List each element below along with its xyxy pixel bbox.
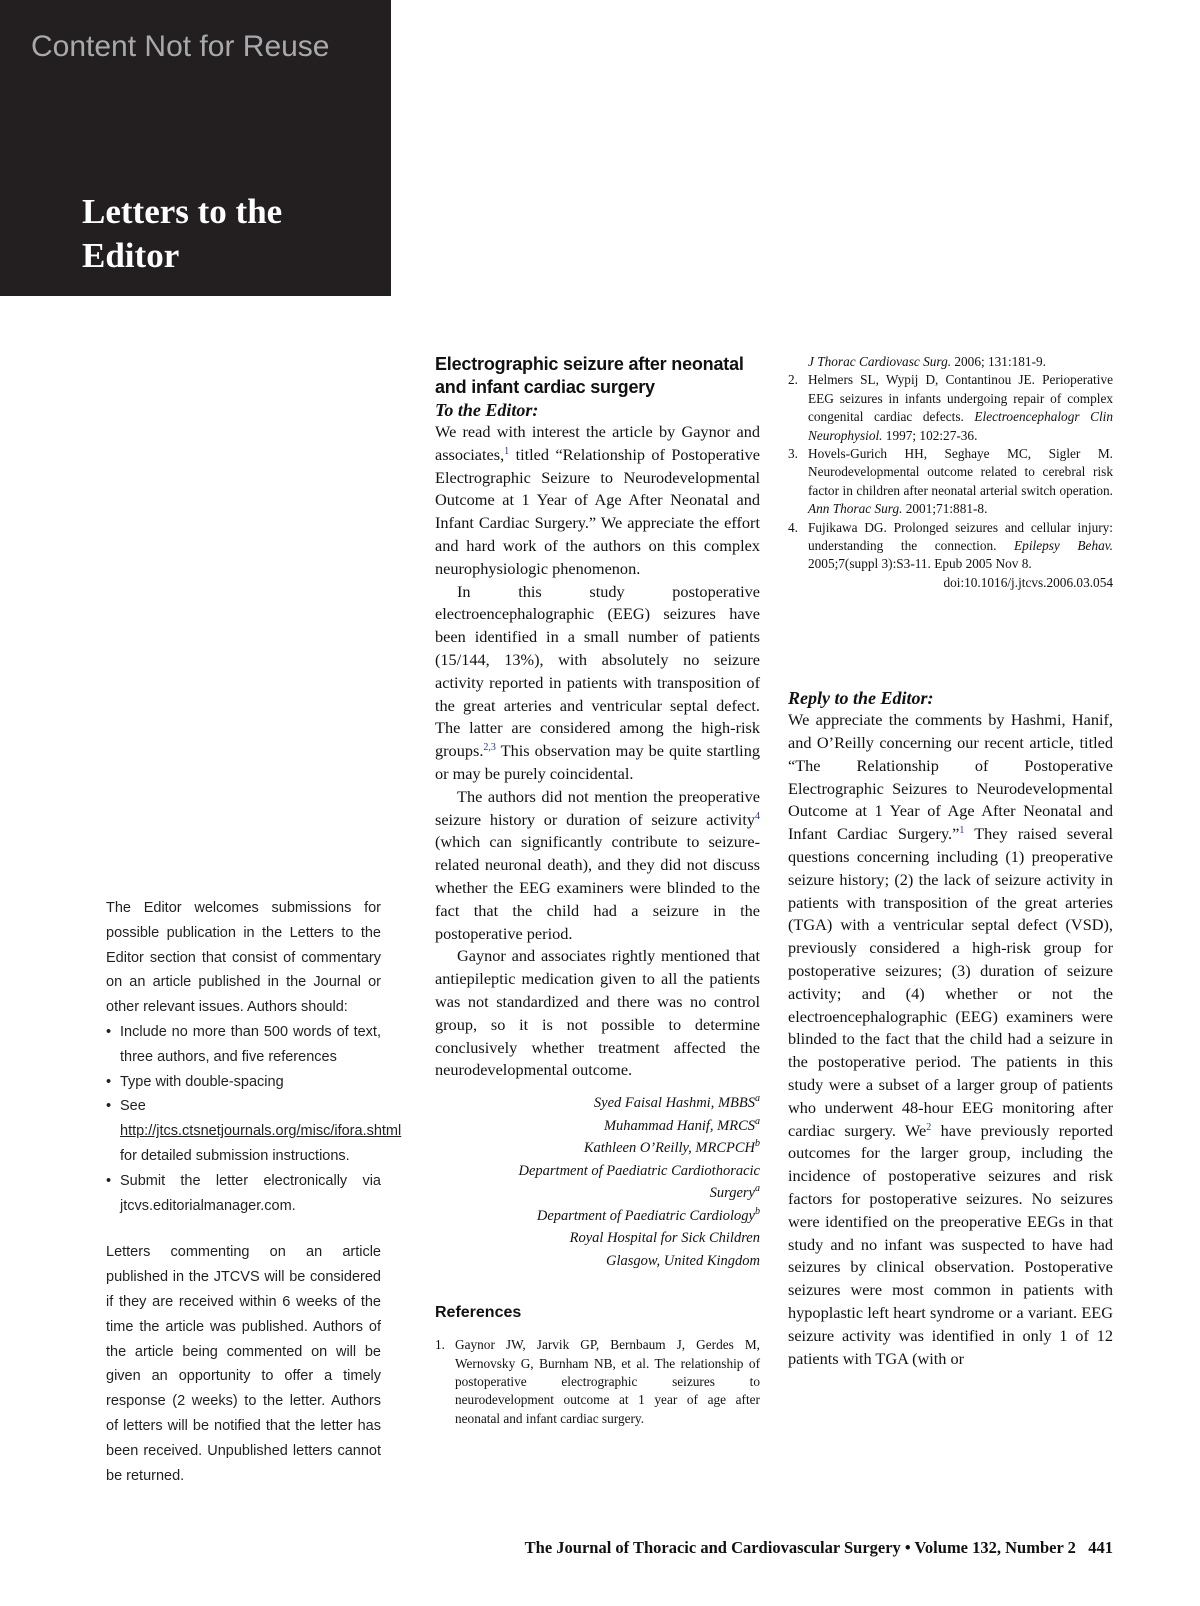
- affiliation: Department of Paediatric Cardiology$^b$: [536, 1205, 760, 1224]
- letter-paragraph: We read with interest the article by Gaynor and associates,$^1$ titled “Relationship of Postoperative Electrographic Seizure to Neurodevelopmental Outcome at 1 Year of Age After Neonatal and Infant Cardiac Surgery.” We appreciate the effort and hard work of the authors on this complex neurophysiologic phenomenon.: [435, 422, 760, 578]
- affiliation: Surgery$^a$: [709, 1183, 760, 1202]
- references-list: [435, 1336, 760, 1428]
- letter-body: [435, 421, 760, 1082]
- bullet-icon: •: [106, 1023, 112, 1040]
- affiliation: Royal Hospital for Sick Children: [569, 1230, 760, 1247]
- reply-column: [788, 353, 1113, 1370]
- journal-footer-text: The Journal of Thoracic and Cardiovascular Surgery • Volume 132, Number 2: [524, 1538, 1076, 1557]
- letter-signature: [435, 1092, 760, 1272]
- guideline-item: • Include no more than 500 words of text, three authors, and five references: [106, 1020, 381, 1070]
- guidelines-list: [106, 1020, 402, 1218]
- reference-item: 4. Fujikawa DG. Prolonged seizures and cellular injury: understanding the connection. Epilepsy Behav. 2005;7(suppl 3):S3-11. Epub 2005 Nov 8.: [788, 519, 1113, 572]
- guideline-item: • Type with double-spacing: [106, 1070, 381, 1095]
- guideline-item: • See http://jtcs.ctsnetjournals.org/misc/ifora.shtml for detailed submission instructions.: [106, 1094, 381, 1168]
- reply-paragraph: We appreciate the comments by Hashmi, Hanif, and O’Reilly concerning our recent article, titled “The Relationship of Postoperative Electrographic Seizures to Neurodevelopmental Outcome at 1 Year of Age After Neonatal and Infant Cardiac Surgery.”$^1$ They raised several questions concerning including (1) preoperative seizure history; (2) the lack of seizure activity in patients with transposition of the great arteries (TGA) with a ventricular septal defect (VSD), previously considered a high-risk group for postoperative seizures; (3) duration of seizure activity; and (4) whether or not the electroencephalographic (EEG) examiners were blinded to the fact that the child had a seizure in the postoperative period. The patients in this study were a subset of a larger group of patients who underwent 48-hour EEG monitoring after cardiac surgery. We$^2$ have previously reported outcomes for the larger group, including the incidence of postoperative seizures and risk factors for postoperative seizures. No seizures were identified on the preoperative EEGs in that study and no infant was suspected to have had seizures by clinical observation. Postoperative seizures were most common in patients with hypoplastic left heart syndrome or a variant. EEG seizure activity was identified in only 1 of 12 patients with TGA (with or: [788, 710, 1113, 1368]
- section-title-line1: Letters to the: [82, 192, 283, 231]
- reference-item: J Thorac Cardiovasc Surg. 2006; 131:181-9.: [808, 354, 1046, 369]
- submission-guidelines: [106, 896, 402, 1488]
- section-title: [82, 190, 282, 278]
- section-banner: [0, 0, 391, 296]
- bullet-icon: •: [106, 1098, 112, 1115]
- reply-heading: Reply to the Editor:: [788, 688, 934, 709]
- guidelines-intro: The Editor welcomes submissions for possible publication in the Letters to the Editor section that consist of commentary on an article published in the Journal or other relevant issues. Authors should:: [106, 900, 381, 1016]
- reference-item: 1. Gaynor JW, Jarvik GP, Bernbaum J, Gerdes M, Wernovsky G, Burnham NB, et al. The relationship of postoperative electrographic seizures to neurodevelopment outcome at 1 year of age after neonatal and infant cardiac surgery.: [435, 1337, 760, 1426]
- instructions-link[interactable]: http://jtcs.ctsnetjournals.org/misc/ifora.shtml: [120, 1123, 402, 1140]
- letter-paragraph: The authors did not mention the preoperative seizure history or duration of seizure activity$^4$ (which can significantly contribute to seizure-related neuronal death), and they did not discuss whether the EEG examiners were blinded to the fact that the child had a seizure in the postoperative period.: [435, 786, 760, 943]
- bullet-icon: •: [106, 1172, 112, 1189]
- bullet-icon: •: [106, 1073, 112, 1090]
- reference-item: 3. Hovels-Gurich HH, Seghaye MC, Sigler M. Neurodevelopmental outcome related to cerebral risk factor in children after neonatal arterial switch operation. Ann Thorac Surg. 2001;71:881-8.: [788, 446, 1113, 517]
- author-name: Syed Faisal Hashmi, MBBS$^a$: [593, 1093, 760, 1112]
- author-name: Muhammad Hanif, MRCS$^a$: [603, 1115, 760, 1134]
- section-title-line2: Editor: [82, 236, 180, 275]
- reply-body: [788, 709, 1113, 1370]
- letter-title: Electrographic seizure after neonatal and infant cardiac surgery: [435, 354, 744, 397]
- affiliation: Department of Paediatric Cardiothoracic: [518, 1162, 760, 1179]
- affiliation: Glasgow, United Kingdom: [606, 1252, 760, 1269]
- author-name: Kathleen O’Reilly, MRCPCH$^b$: [583, 1138, 760, 1157]
- running-footer: [425, 1538, 1113, 1558]
- doi: doi:10.1016/j.jtcvs.2006.03.054: [943, 574, 1113, 590]
- letter-column: [435, 353, 760, 1428]
- letter-paragraph: In this study postoperative electroencephalographic (EEG) seizures have been identified in a small number of patients (15/144, 13%), with absolutely no seizure activity reported in patients with transposition of the great arteries and ventricular septal defect. The latter are considered among the high-risk groups.$^{2,3}$ This observation may be quite startling or may be purely coincidental.: [435, 581, 760, 783]
- letter-salutation: To the Editor:: [435, 400, 539, 420]
- guidelines-policy: Letters commenting on an article published in the JTCVS will be considered if they are received within 6 weeks of the time the article was published. Authors of the article being commented on will be given an opportunity to offer a timely response (2 weeks) to the letter. Authors of letters will be notified that the letter has been received. Unpublished letters cannot be returned.: [106, 1244, 381, 1484]
- reference-item: 2. Helmers SL, Wypij D, Contantinou JE. Perioperative EEG seizures in infants undergoing repair of complex congenital cardiac defects. Electroencephalogr Clin Neurophysiol. 1997; 102:27-36.: [788, 372, 1113, 443]
- watermark: Content Not for Reuse: [31, 30, 330, 63]
- references-heading: References: [435, 1304, 522, 1322]
- references-continued: [788, 353, 1113, 592]
- guideline-item: • Submit the letter electronically via jtcvs.editorialmanager.com.: [106, 1169, 381, 1219]
- page-number: 441: [1088, 1538, 1113, 1557]
- letter-paragraph: Gaynor and associates rightly mentioned that antiepileptic medication given to all the patients was not standardized and there was no control group, so it is not possible to determine conclusively whether treatment affected the neurodevelopmental outcome.: [435, 946, 760, 1080]
